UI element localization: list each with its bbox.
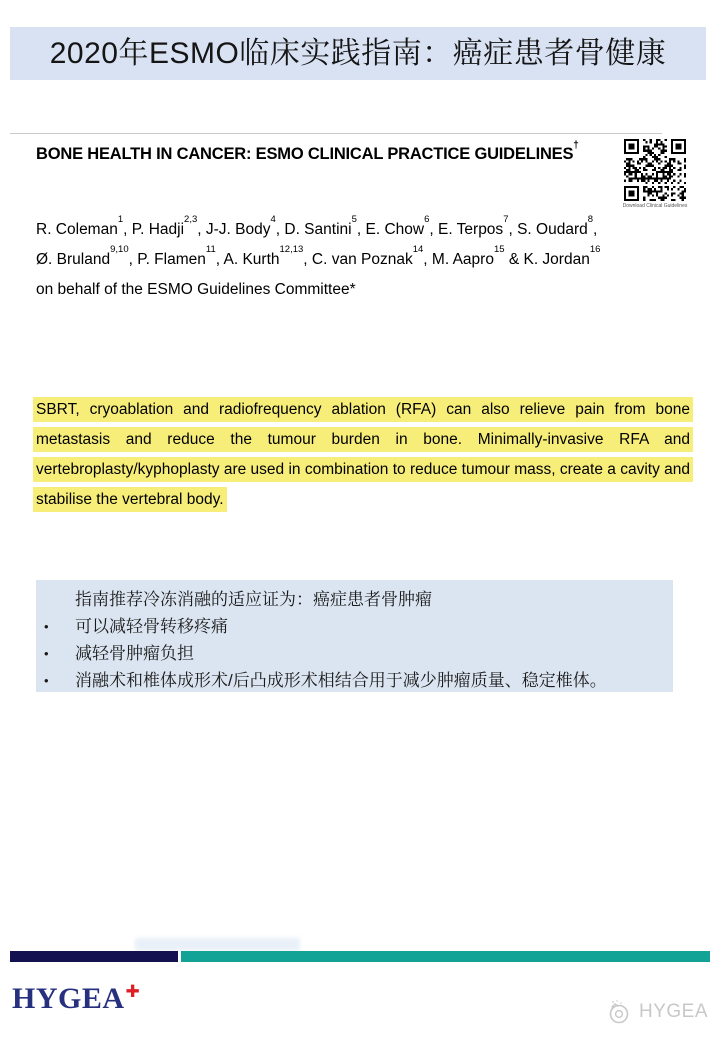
list-item xyxy=(44,640,663,667)
hygea-logo-text: HYGEA xyxy=(12,982,125,1015)
footer-bar-navy xyxy=(10,951,178,962)
bullet-text: 可以减轻骨转移疼痛 xyxy=(75,617,228,636)
highlighted-text: SBRT, cryoablation and radiofrequency ablation (RFA) can also relieve pain from bone metastasis and reduce the tumour burden in bone. Minimally-invasive RFA and vertebroplasty/kyphoplasty are used in combination to reduce tumour mass, create a cavity and stabilise the vertebral body. xyxy=(33,397,693,512)
bullet-text: 消融术和椎体成形术/后凸成形术相结合用于减少肿瘤质量、稳定椎体。 xyxy=(75,671,607,690)
qr-code-graphic xyxy=(624,139,686,201)
ghost-artifact xyxy=(135,938,300,951)
author-line-1: R. Coleman$^1$, P. Hadji$^{2,3}$, J-J. Body$^4$, D. Santini$^5$, E. Chow$^6$, E. Terpos$^7$, S. Oudard$^8$, xyxy=(36,213,598,238)
watermark-text: HYGEA xyxy=(639,1001,709,1022)
bullet-icon: • xyxy=(44,619,49,634)
footer-bar-teal xyxy=(181,951,710,962)
bullet-icon: • xyxy=(44,646,49,661)
list-item xyxy=(44,667,663,694)
banner xyxy=(10,27,706,80)
qr-caption: Download Clinical Guidelines xyxy=(622,203,688,209)
divider-line xyxy=(10,133,662,134)
recommendation-heading: 指南推荐冷冻消融的适应证为：癌症患者骨肿瘤 xyxy=(75,590,432,609)
paper-title xyxy=(36,139,616,164)
paper-title-dagger: † xyxy=(573,139,579,151)
watermark xyxy=(604,996,708,1028)
qr-code xyxy=(624,139,686,201)
author-list xyxy=(36,215,688,305)
recommendation-box xyxy=(36,580,673,692)
paper-title-text: BONE HEALTH IN CANCER: ESMO CLINICAL PRACTICE GUIDELINES xyxy=(36,145,574,163)
author-line-2: Ø. Bruland$^{9,10}$, P. Flamen$^{11}$, A. Kurth$^{12,13}$, C. van Poznak$^{14}$, M. Aapro$^{15}$ & K. Jordan$^{16}$ xyxy=(36,243,601,268)
highlighted-paragraph xyxy=(33,395,693,515)
hygea-logo xyxy=(12,982,140,1020)
list-item xyxy=(44,613,663,640)
bullet-text: 减轻骨肿瘤负担 xyxy=(75,644,194,663)
camera-icon xyxy=(604,997,634,1027)
red-cross-icon: ✚ xyxy=(125,982,141,1002)
banner-title: 2020年ESMO临床实践指南：癌症患者骨健康 xyxy=(49,36,667,70)
committee-line: on behalf of the ESMO Guidelines Committee* xyxy=(36,281,356,298)
bullet-icon: • xyxy=(44,673,49,688)
